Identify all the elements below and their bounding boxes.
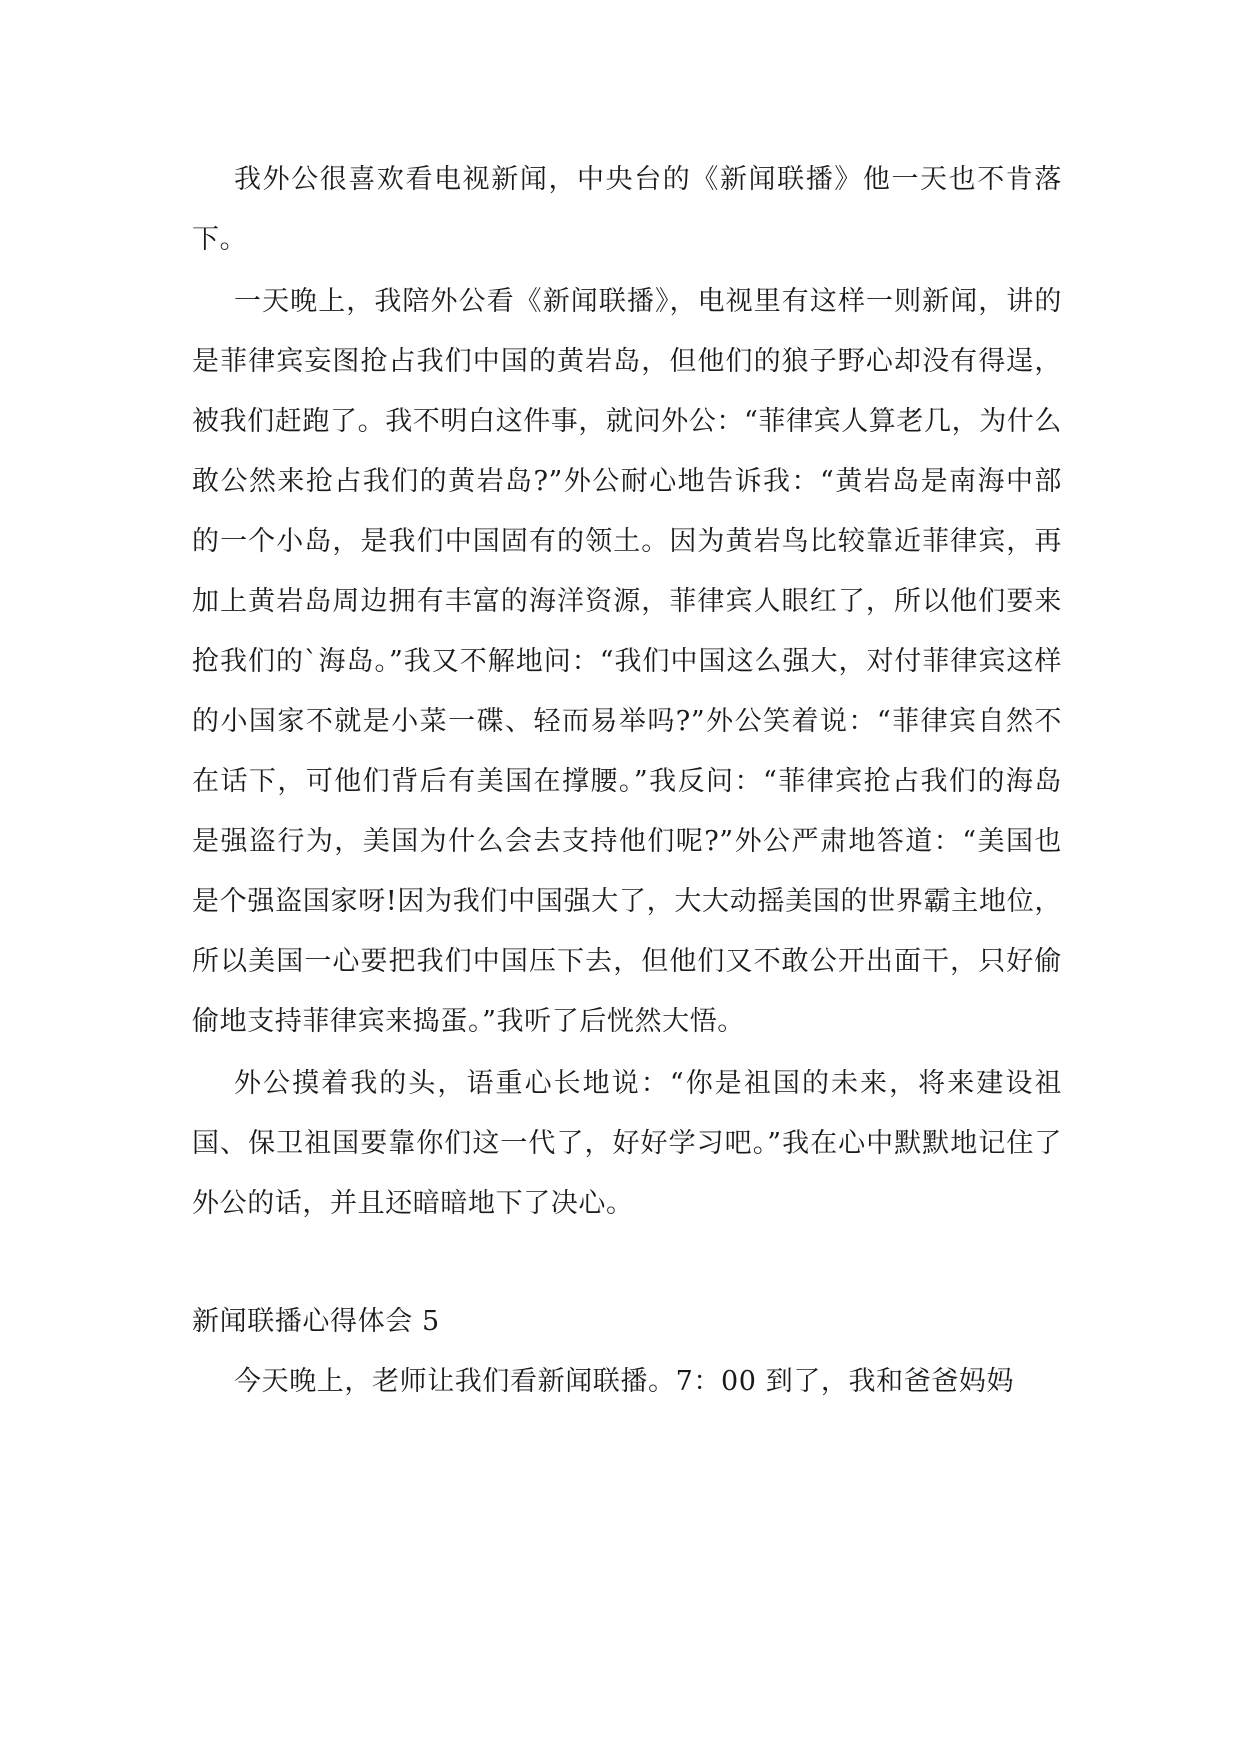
paragraph-1: 我外公很喜欢看电视新闻，中央台的《新闻联播》他一天也不肯落下。 [192,164,1062,255]
section-first-paragraph: 今天晚上，老师让我们看新闻联播。7：00 到了，我和爸爸妈妈 [234,1366,1015,1397]
paragraph-3: 外公摸着我的头，语重心长地说：“你是祖国的未来，将来建设祖国、保卫祖国要靠你们这一代了，好好学习吧。”我在心中默默地记住了外公的话，并且还暗暗地下了决心。 [192,1068,1062,1219]
section-heading: 新闻联播心得体会 5 [192,1306,440,1337]
document-body [192,150,1062,1412]
paragraph-2: 一天晚上，我陪外公看《新闻联播》，电视里有这样一则新闻，讲的是菲律宾妄图抢占我们中国的黄岩岛，但他们的狼子野心却没有得逞，被我们赶跑了。我不明白这件事，就问外公：“菲律宾人算老几，为什么敢公然来抢占我们的黄岩岛?”外公耐心地告诉我：“黄岩岛是南海中部的一个小岛，是我们中国固有的领土。因为黄岩鸟比较靠近菲律宾，再加上黄岩岛周边拥有丰富的海洋资源，菲律宾人眼红了，所以他们要来抢我们的`海岛。”我又不解地问：“我们中国这么强大，对付菲律宾这样的小国家不就是小菜一碟、轻而易举吗?”外公笑着说：“菲律宾自然不在话下，可他们背后有美国在撑腰。”我反问：“菲律宾抢占我们的海岛是强盗行为，美国为什么会去支持他们呢?”外公严肃地答道：“美国也是个强盗国家呀!因为我们中国强大了，大大动摇美国的世界霸主地位，所以美国一心要把我们中国压下去，但他们又不敢公开出面干，只好偷偷地支持菲律宾来捣蛋。”我听了后恍然大悟。 [192,286,1063,1037]
